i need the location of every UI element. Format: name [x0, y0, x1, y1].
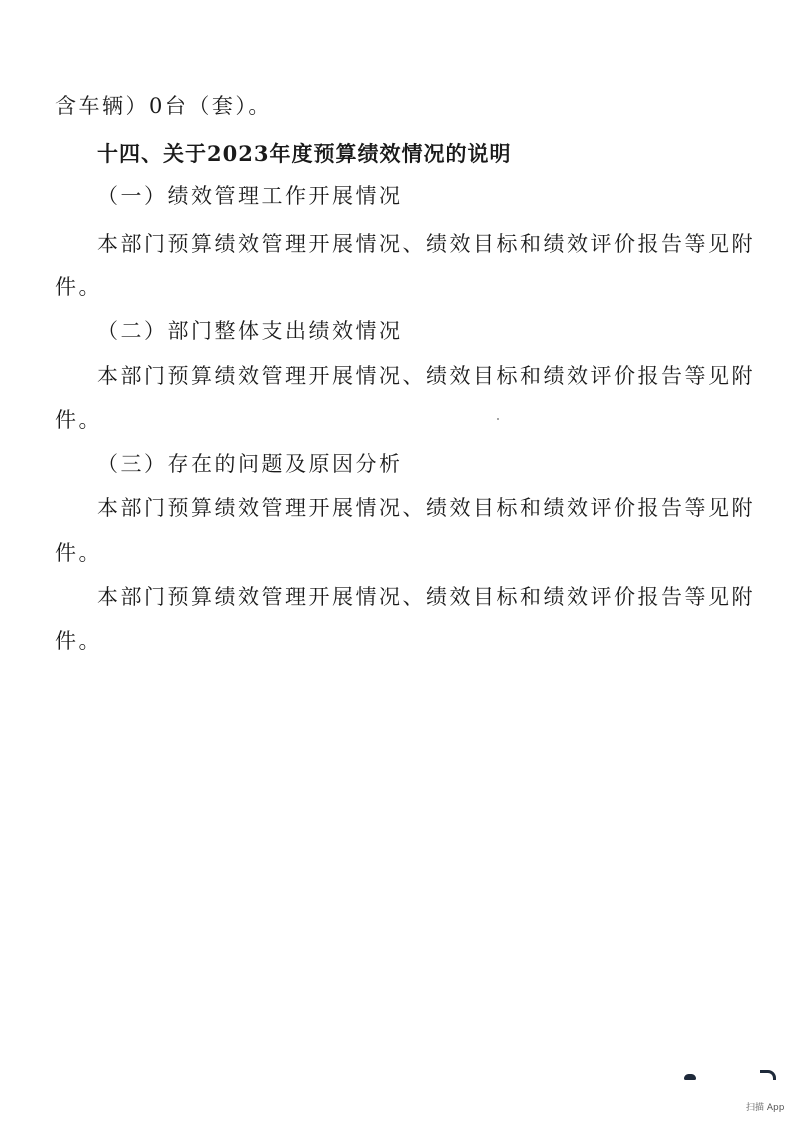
paragraph-line: 件。: [55, 408, 102, 432]
subsection-heading: （三）存在的问题及原因分析: [97, 452, 403, 476]
scan-mark: [684, 1074, 696, 1080]
text-line-continuation: 含车辆）0台（套）。: [55, 94, 272, 118]
paragraph-line: 件。: [55, 275, 102, 299]
section-heading: 十四、关于2023年度预算绩效情况的说明: [97, 141, 512, 166]
paragraph-line: 件。: [55, 541, 102, 565]
paragraph-line: 本部门预算绩效管理开展情况、绩效目标和绩效评价报告等见附: [97, 585, 755, 609]
subsection-heading: （二）部门整体支出绩效情况: [97, 319, 403, 343]
subsection-heading: （一）绩效管理工作开展情况: [97, 184, 403, 208]
scan-speck: [497, 418, 499, 420]
paragraph-line: 本部门预算绩效管理开展情况、绩效目标和绩效评价报告等见附: [97, 364, 755, 388]
paragraph-line: 本部门预算绩效管理开展情况、绩效目标和绩效评价报告等见附: [97, 496, 755, 520]
scan-mark: [760, 1070, 776, 1080]
scanner-watermark: 扫描 App: [746, 1103, 785, 1113]
paragraph-line: 本部门预算绩效管理开展情况、绩效目标和绩效评价报告等见附: [97, 232, 755, 256]
paragraph-line: 件。: [55, 629, 102, 653]
